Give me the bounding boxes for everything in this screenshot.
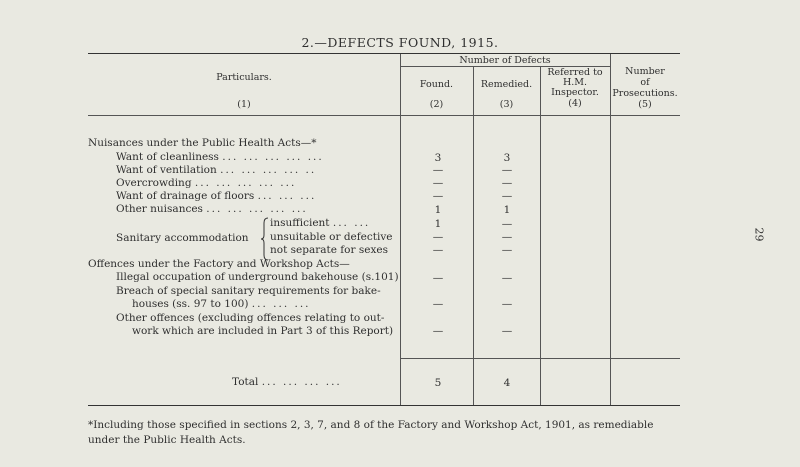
row-label-sanitary: Sanitary accommodation <box>116 232 249 244</box>
remedied-value: — <box>501 164 513 176</box>
remedied-value: — <box>501 231 513 243</box>
row-label: Want of ventilation <box>116 164 217 176</box>
found-value: 3 <box>434 152 442 164</box>
section-factory-acts: Offences under the Factory and Workshop Acts— <box>88 258 350 270</box>
leader-dots: ... ... ... ... .. <box>220 164 317 176</box>
header-number-of-defects: Number of Defects <box>459 55 551 66</box>
page-number: 29 <box>752 227 766 242</box>
table-row-label <box>116 151 324 163</box>
found-value: — <box>432 298 444 310</box>
total-found: 5 <box>434 377 442 389</box>
leader-dots: ... ... <box>332 217 371 229</box>
row-label: Overcrowding <box>116 177 192 189</box>
row-label: Other nuisances <box>116 203 203 215</box>
row-label-breach-line1: Breach of special sanitary requirements for bake- <box>116 285 381 297</box>
row-label-separate: not separate for sexes <box>270 244 388 256</box>
table-row-label <box>116 203 308 215</box>
header-particulars-num: (1) <box>237 99 251 110</box>
page-title: 2.—DEFECTS FOUND, 1915. <box>301 35 499 50</box>
header-referred-line1: Referred to <box>547 67 603 78</box>
remedied-value: — <box>501 272 513 284</box>
top-rule <box>88 53 680 54</box>
found-value: — <box>432 177 444 189</box>
found-value: — <box>432 231 444 243</box>
header-prosecutions-num: (5) <box>638 99 652 110</box>
header-prosecutions-line1: Number <box>625 66 665 77</box>
header-rule <box>88 115 680 116</box>
table-row-label <box>116 164 316 176</box>
row-label: Want of drainage of floors <box>116 190 255 202</box>
found-value: — <box>432 190 444 202</box>
remedied-value: 3 <box>503 152 511 164</box>
remedied-value: 1 <box>503 204 511 216</box>
leader-dots: ... ... ... ... ... <box>222 151 324 163</box>
remedied-value: — <box>501 190 513 202</box>
leader-dots: ... ... ... <box>257 190 317 202</box>
remedied-value: — <box>501 325 513 337</box>
row-label: Want of cleanliness <box>116 151 219 163</box>
header-found-num: (2) <box>429 99 444 110</box>
section-public-health: Nuisances under the Public Health Acts—* <box>88 137 317 149</box>
table-row-label <box>116 177 296 189</box>
leader-dots: ... ... ... ... <box>261 376 342 388</box>
total-label <box>232 376 342 388</box>
total-remedied: 4 <box>503 377 511 389</box>
row-label: insufficient <box>270 217 330 229</box>
row-label-other-offences-line1: Other offences (excluding offences relating to out- <box>116 312 385 324</box>
remedied-value: — <box>501 177 513 189</box>
row-label: houses (ss. 97 to 100) <box>132 298 249 310</box>
found-value: 1 <box>434 204 442 216</box>
header-referred-num: (4) <box>568 98 582 109</box>
found-value: 1 <box>434 218 442 230</box>
table-row-label <box>270 217 370 229</box>
header-prosecutions-line3: Prosecutions. <box>612 88 678 99</box>
bottom-rule <box>88 405 680 406</box>
found-value: — <box>432 325 444 337</box>
found-value: — <box>432 272 444 284</box>
table-row-label <box>132 298 311 310</box>
header-found: Found. <box>419 79 454 90</box>
leader-dots: ... ... ... ... ... <box>194 177 297 189</box>
remedied-value: — <box>501 218 513 230</box>
table-row-label <box>116 190 316 202</box>
row-label-unsuitable: unsuitable or defective <box>270 231 393 243</box>
leader-dots: ... ... ... ... ... <box>206 203 308 215</box>
found-value: — <box>432 244 444 256</box>
row-label-other-offences-line2: work which are included in Part 3 of this Report) <box>132 325 394 337</box>
remedied-value: — <box>501 298 513 310</box>
row-label-bakehouse: Illegal occupation of underground bakehouse (s.101) <box>116 271 399 283</box>
remedied-value: — <box>501 244 513 256</box>
found-value: — <box>432 164 444 176</box>
header-prosecutions-line2: of <box>640 77 650 88</box>
footnote: *Including those specified in sections 2, 3, 7, and 8 of the Factory and Workshop Act, 1901, as remediable under the Public Health Acts. <box>88 419 654 446</box>
leader-dots: ... ... ... <box>251 298 311 310</box>
header-remedied: Remedied. <box>480 79 533 90</box>
row-label: Total <box>232 376 259 388</box>
header-remedied-num: (3) <box>499 99 514 110</box>
header-referred-line2: H.M. <box>562 77 588 88</box>
brace-icon <box>260 217 270 261</box>
header-referred-line3: Inspector. <box>551 87 599 98</box>
header-particulars: Particulars. <box>216 72 272 83</box>
